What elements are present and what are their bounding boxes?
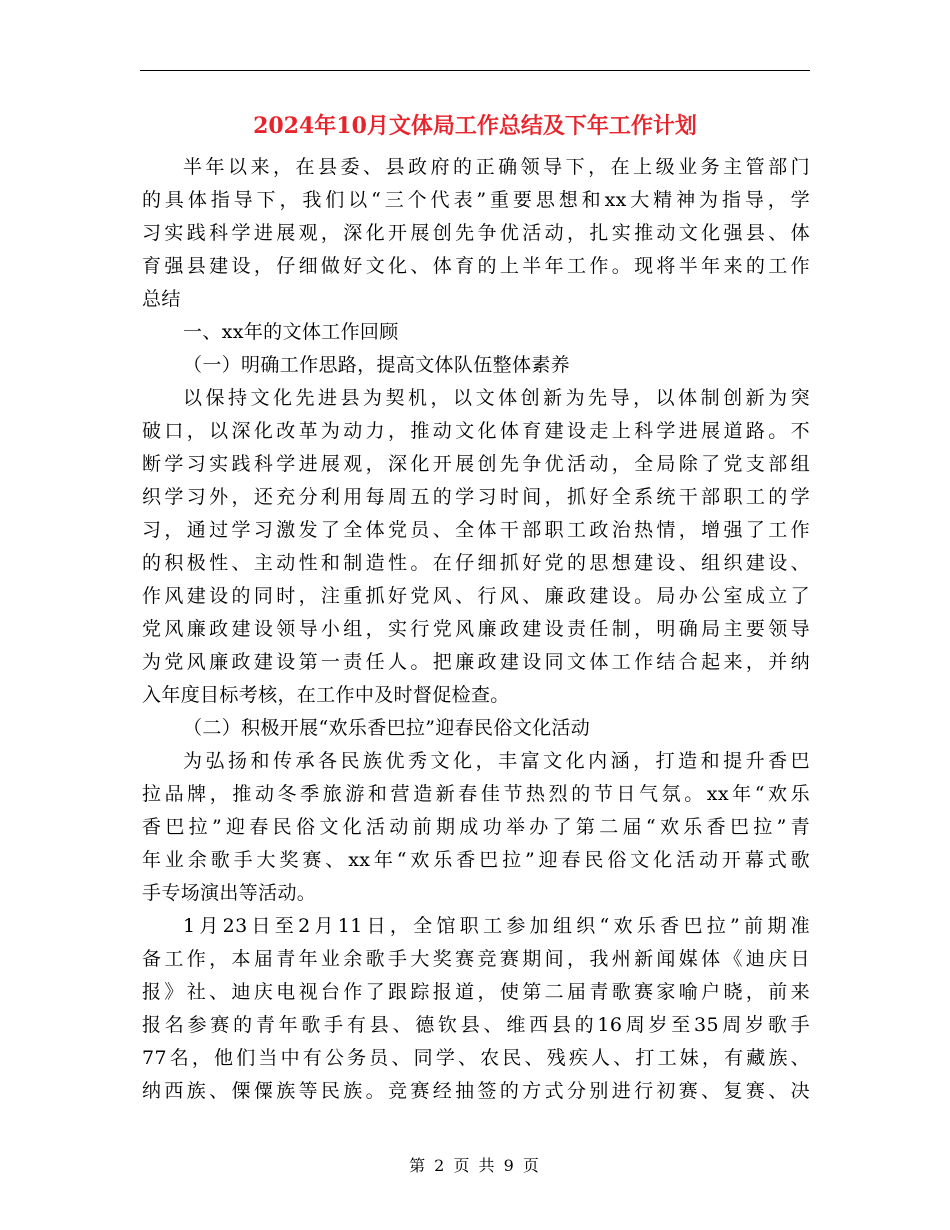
paragraph-line: 备工作，本届青年业余歌手大奖赛竞赛期间，我州新闻媒体《迪庆日	[142, 948, 810, 970]
paragraph-line: 为弘扬和传承各民族优秀文化，丰富文化内涵，打造和提升香巴	[183, 750, 810, 772]
paragraph-line: 育强县建设，仔细做好文化、体育的上半年工作。现将半年来的工作	[142, 255, 810, 277]
paragraph-line: 77名，他们当中有公务员、同学、农民、残疾人、打工妹，有藏族、	[142, 1047, 810, 1069]
page-number-footer: 第 2 页 共 9 页	[409, 1156, 541, 1175]
subsection-heading: （一）明确工作思路，提高文体队伍整体素养	[183, 354, 571, 376]
paragraph-line: 的积极性、主动性和制造性。在仔细抓好党的思想建设、组织建设、	[142, 552, 810, 574]
paragraph-line: 半年以来，在县委、县政府的正确领导下，在上级业务主管部门	[183, 156, 810, 178]
paragraph-line: 纳西族、傈僳族等民族。竞赛经抽签的方式分别进行初赛、复赛、决	[142, 1080, 810, 1102]
paragraph-line: 破口，以深化改革为动力，推动文化体育建设走上科学进展道路。不	[142, 420, 810, 442]
paragraph-line: 以保持文化先进县为契机，以文体创新为先导，以体制创新为突	[183, 387, 810, 409]
paragraph-line: 年业余歌手大奖赛、xx年“欢乐香巴拉”迎春民俗文化活动开幕式歌	[142, 849, 810, 871]
document-title: 2024年10月文体局工作总结及下年工作计划	[253, 113, 697, 139]
section-heading: 一、xx年的文体工作回顾	[183, 321, 399, 343]
paragraph-line: 总结	[142, 288, 181, 310]
subsection-heading: （二）积极开展“欢乐香巴拉”迎春民俗文化活动	[183, 717, 591, 739]
paragraph-line: 拉品牌，推动冬季旅游和营造新春佳节热烈的节日气氛。xx年“欢乐	[142, 783, 810, 805]
paragraph-line: 作风建设的同时，注重抓好党风、行风、廉政建设。局办公室成立了	[142, 585, 810, 607]
document-body	[142, 151, 810, 1108]
paragraph-line: 入年度目标考核，在工作中及时督促检查。	[142, 684, 510, 706]
paragraph-line: 习实践科学进展观，深化开展创先争优活动，扎实推动文化强县、体	[142, 222, 810, 244]
header-rule	[140, 70, 810, 71]
paragraph-line: 的具体指导下，我们以“三个代表”重要思想和xx大精神为指导，学	[142, 189, 810, 211]
paragraph-line: 报名参赛的青年歌手有县、德钦县、维西县的16周岁至35周岁歌手	[142, 1014, 810, 1036]
paragraph-line: 报》社、迪庆电视台作了跟踪报道，使第二届青歌赛家喻户晓，前来	[142, 981, 810, 1003]
paragraph-line: 为党风廉政建设第一责任人。把廉政建设同文体工作结合起来，并纳	[142, 651, 810, 673]
paragraph-line: 习，通过学习激发了全体党员、全体干部职工政治热情，增强了工作	[142, 519, 810, 541]
paragraph-line: 手专场演出等活动。	[142, 882, 317, 904]
paragraph-line: 1月23日至2月11日，全馆职工参加组织“欢乐香巴拉”前期准	[183, 915, 810, 937]
paragraph-line: 断学习实践科学进展观，深化开展创先争优活动，全局除了党支部组	[142, 453, 810, 475]
paragraph-line: 党风廉政建设领导小组，实行党风廉政建设责任制，明确局主要领导	[142, 618, 810, 640]
paragraph-line: 织学习外，还充分利用每周五的学习时间，抓好全系统干部职工的学	[142, 486, 810, 508]
paragraph-line: 香巴拉”迎春民俗文化活动前期成功举办了第二届“欢乐香巴拉”青	[142, 816, 810, 838]
